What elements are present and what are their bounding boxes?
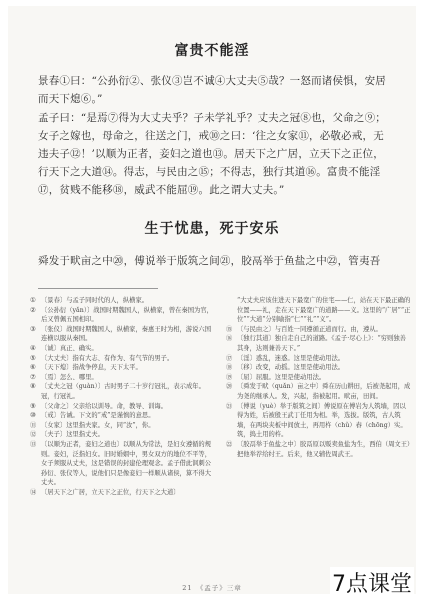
footnote-text: 〔以顺为正者，妾妇之道也〕以顺从为常法，是妇女遵循的规则。妾妇，泛指妇女。旧时婚姻中，男女双方的地位不平等，女子须服从丈夫，这是错误的封建伦理观念。孟子借此讽刺公孙衍、张仪等人，说他们只是像妾妇一样顺从诸侯，算不得大丈夫。 (41, 440, 212, 487)
footnote-text: 〔傅说（yuè）举于版筑之间〕傅说原在傅岩为人筑墙，因以得为姓，后被殷王武丁任用为相。举，选拔。版筑，古人筑墙，在两块夹板中间放土，再用杵（chǔ）舂（chōng）实。筑，捣土用的杵。 (237, 402, 407, 439)
footnote-number: ㉒ (226, 440, 233, 448)
footnote (30, 354, 216, 364)
footnote-number: ⑳ (226, 383, 233, 391)
footnote-number: ④ (30, 344, 36, 352)
footnote-text: 〔大丈夫〕指有大志、有作为、有气节的男子。 (41, 354, 174, 362)
footnote-number (226, 296, 237, 325)
footnote-number: ⑱ (226, 364, 233, 372)
footnote-number: ⑪ (30, 421, 37, 429)
footnote (30, 296, 216, 306)
footnote-number: ⑧ (30, 383, 36, 391)
footnote-number: ⑬ (30, 440, 37, 448)
footnote (226, 363, 412, 373)
footnote-number: ⑥ (30, 364, 36, 372)
footnote-text: 〔夫子〕这里指丈夫。 (41, 431, 104, 439)
footnote (30, 325, 216, 344)
footnote (30, 382, 216, 401)
footnote-number: ㉑ (226, 402, 233, 410)
footnotes-left-column (30, 296, 216, 497)
footnote-text: 〔屈〕屈服。这里是使动用法。 (237, 373, 326, 381)
footnote-text: 〔女家〕这里指夫家。女，同“汝”，你。 (41, 421, 155, 429)
footnote (30, 440, 216, 488)
footnote-text: 〔公孙衍（yǎn）〕战国时期魏国人，纵横家，曾在秦国为官，后又曾佩五国相印。 (41, 306, 213, 324)
footnotes (30, 296, 415, 497)
section2-paragraph-1: 舜发于畎亩之中⑳，傅说举于版筑之间㉑，胶鬲举于鱼盐之中㉒，管夷吾 (38, 255, 381, 267)
footnote-text: 〔景春〕与孟子同时代的人，纵横家。 (41, 297, 149, 304)
footnote-number: ⑲ (226, 373, 233, 381)
footnote (226, 334, 412, 353)
footnote-text: 〔焉〕怎么、哪里。 (41, 373, 98, 381)
footnote (226, 296, 412, 325)
footnote (30, 306, 216, 325)
section1-paragraph-2: 孟子曰：“是焉⑦得为大丈夫乎？子未学礼乎？丈夫之冠⑧也，父命之⑨；女子之嫁也，母命之，往送之门，戒⑩之曰：‘往之女家⑪，必敬必戒，无违夫子⑫！’以顺为正者，妾妇之道也⑬。居天下之广居，立天下之正位，行天下之大道⑭。得志，与民由之⑮；不得志，独行其道⑯。富贵不能淫⑰，贫贱不能移⑱，威武不能屈⑲。此之谓大丈夫。” (38, 112, 386, 196)
footnote (30, 421, 216, 431)
footnote-number: ⑫ (30, 431, 37, 439)
footnote (226, 325, 412, 335)
footnote (30, 363, 216, 373)
footnotes-right-column (226, 296, 412, 497)
footnote-text: 〔居天下之广居，立天下之正位，行天下之大道〕 (41, 488, 180, 496)
footnote-text: 〔天下熄〕指战争停息，天下太平。 (41, 364, 142, 372)
notes-divider (38, 288, 158, 289)
footnote-text: 〔父命之〕父亲给以训导。命，教导、训诲。 (41, 402, 167, 410)
page-footer: 21 《孟子》三章 (182, 584, 242, 592)
footnote-number: ② (30, 306, 36, 314)
footnote-text: 〔与民由之〕与百姓一同遵循正道而行。由，遵从。 (237, 325, 382, 333)
footnote-text: 〔诚〕真正、确实。 (41, 344, 98, 352)
footnote-text: 〔淫〕惑乱，迷惑。这里是使动用法。 (237, 354, 345, 362)
footnote (226, 440, 412, 459)
footnote-number: ⑮ (226, 325, 233, 333)
footnote-text: 〔移〕改变，动摇。这里是使动用法。 (237, 364, 345, 372)
footnote-number: ⑤ (30, 354, 36, 362)
footnote (226, 373, 412, 383)
footnote (226, 382, 412, 401)
footnote-text: 〔舜发于畎（quǎn）亩之中〕舜在历山耕田，后被尧起用，成为尧的继承人。发，兴起，指被起用。畎亩，田间。 (237, 383, 411, 400)
section1-paragraph-1: 景春①曰：“公孙衍②、张仪③岂不诚④大丈夫⑤哉？一怒而诸侯惧，安居而天下熄⑥。” (38, 75, 386, 105)
footnote-number: ⑭ (30, 488, 37, 496)
footnote (30, 373, 216, 383)
section2-title: 生于忧患，死于安乐 (144, 221, 280, 237)
footnote-text: 〔张仪〕战国时期魏国人，纵横家，秦惠王时为相，游说六国连横以服从秦国。 (41, 325, 212, 343)
footnote-text: 〔独行其道〕独自走自己的道路。《孟子·尽心上》：“穷则独善其身，达则兼善天下。” (237, 335, 406, 352)
footnote-number: ⑦ (30, 373, 36, 381)
footnote (226, 402, 412, 440)
footnote-text: 〔丈夫之冠（guàn）〕古时男子二十岁行冠礼，表示成年。冠，行冠礼。 (41, 383, 205, 400)
footnote-number: ① (30, 297, 36, 304)
footnote (30, 344, 216, 354)
footnote-number: ③ (30, 325, 36, 333)
footnote-number: ⑨ (30, 402, 36, 410)
footnote (30, 402, 216, 412)
footnote-number: ⑯ (226, 335, 233, 343)
footnote-number: ⑩ (30, 412, 36, 420)
footnote (30, 488, 216, 498)
footnote-number: ⑰ (226, 354, 233, 362)
footnote (30, 430, 216, 440)
footnote-text: “大丈夫应该住进天下最宽广的住宅——仁，站在天下最正确的位置——礼，走在天下最宽广的道路——义。这里的“广居”“正位”“大道”分别喻指“仁”“礼”“义”。 (237, 297, 411, 324)
footnote-text: 〔戒〕告诫。下文的“戒”是谨慎的意思。 (41, 412, 155, 420)
footnote (30, 411, 216, 421)
section1-title: 富贵不能淫 (174, 43, 250, 59)
textbook-page (8, 6, 416, 594)
footnote-text: 〔胶鬲举于鱼盐之中〕胶鬲原以贩卖鱼盐为生，西伯（周文王）把他举荐给纣王。后来，他又辅佐周武王。 (237, 440, 411, 458)
footnote (226, 354, 412, 364)
watermark-logo: 7点课堂 (330, 567, 414, 598)
